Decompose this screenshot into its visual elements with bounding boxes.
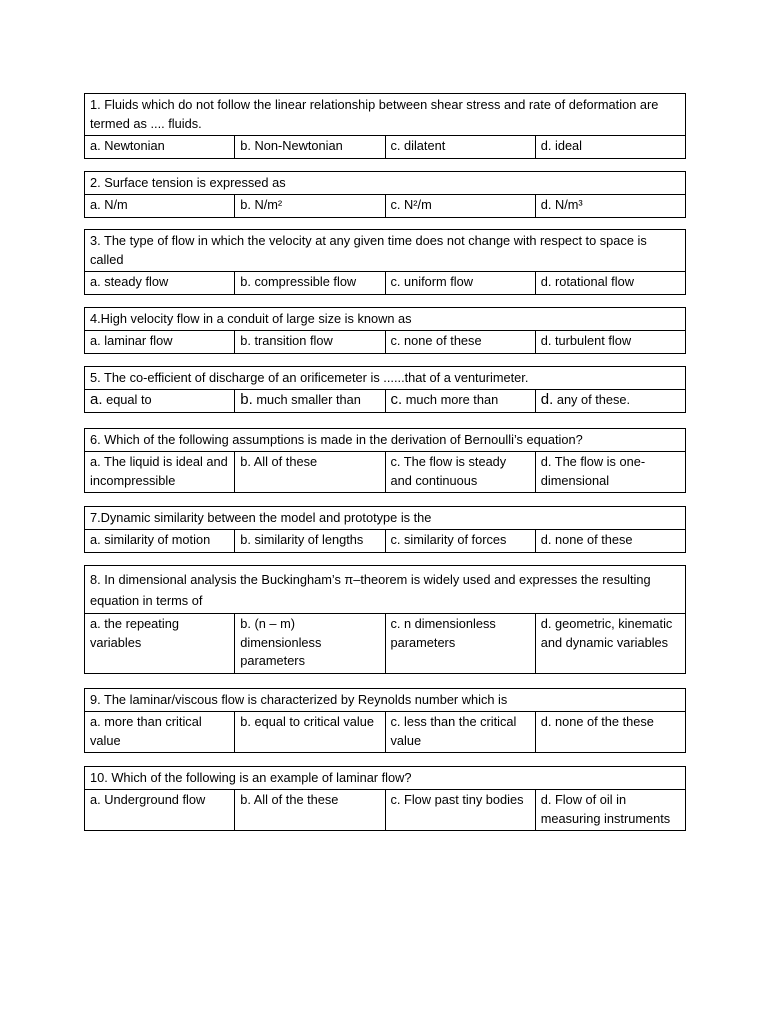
option-a: a. the repeating variables	[85, 614, 235, 674]
question-6	[84, 428, 686, 493]
question-stem: 6. Which of the following assumptions is made in the derivation of Bernoulli’s equation?	[85, 429, 686, 452]
option-letter: b.	[240, 391, 253, 408]
option-c: c. less than the critical value	[385, 712, 535, 753]
option-d: d. turbulent flow	[535, 331, 685, 354]
option-letter: a.	[90, 391, 103, 408]
option-d: d. Flow of oil in measuring instruments	[535, 790, 685, 831]
question-7	[84, 506, 686, 553]
question-stem: 8. In dimensional analysis the Buckingham’s π–theorem is widely used and expresses the resulting equation in terms of	[85, 566, 686, 614]
option-b: b. All of these	[235, 452, 385, 493]
question-stem: 1. Fluids which do not follow the linear relationship between shear stress and rate of deformation are termed as .... fluids.	[85, 94, 686, 136]
option-d: d. N/m³	[535, 195, 685, 218]
option-b: b. Non-Newtonian	[235, 136, 385, 159]
question-1	[84, 93, 686, 159]
question-stem: 9. The laminar/viscous flow is characterized by Reynolds number which is	[85, 689, 686, 712]
option-b: b. equal to critical value	[235, 712, 385, 753]
option-text: equal to	[106, 392, 152, 407]
option-a: a. steady flow	[85, 272, 235, 295]
option-a: a. Newtonian	[85, 136, 235, 159]
option-text: any of these.	[556, 392, 631, 407]
option-a: a. similarity of motion	[85, 530, 235, 553]
option-d	[535, 390, 685, 413]
question-5	[84, 366, 686, 413]
option-c: c. uniform flow	[385, 272, 535, 295]
option-a: a. N/m	[85, 195, 235, 218]
question-9	[84, 688, 686, 753]
option-c	[385, 390, 535, 413]
option-c: c. none of these	[385, 331, 535, 354]
option-d: d. ideal	[535, 136, 685, 159]
option-b: b. All of the these	[235, 790, 385, 831]
question-stem: 10. Which of the following is an example of laminar flow?	[85, 767, 686, 790]
option-letter: d.	[540, 391, 554, 408]
option-c: c. The flow is steady and continuous	[385, 452, 535, 493]
question-4	[84, 307, 686, 354]
option-d: d. The flow is one-dimensional	[535, 452, 685, 493]
option-b: b. (n – m) dimensionless parameters	[235, 614, 385, 674]
option-a: a. more than critical value	[85, 712, 235, 753]
option-c: c. similarity of forces	[385, 530, 535, 553]
option-c: c. Flow past tiny bodies	[385, 790, 535, 831]
question-stem: 4.High velocity flow in a conduit of large size is known as	[85, 308, 686, 331]
option-c: c. N²/m	[385, 195, 535, 218]
option-a	[85, 390, 235, 413]
option-a: a. Underground flow	[85, 790, 235, 831]
question-3	[84, 229, 686, 295]
option-d: d. geometric, kinematic and dynamic variables	[535, 614, 685, 674]
option-c: c. n dimensionless parameters	[385, 614, 535, 674]
question-2	[84, 171, 686, 218]
question-stem: 7.Dynamic similarity between the model and prototype is the	[85, 507, 686, 530]
option-text: much smaller than	[256, 392, 361, 407]
option-letter: c.	[390, 391, 403, 408]
option-d: d. rotational flow	[535, 272, 685, 295]
option-b	[235, 390, 385, 413]
option-b: b. compressible flow	[235, 272, 385, 295]
question-stem: 5. The co-efficient of discharge of an orificemeter is ......that of a venturimeter.	[85, 367, 686, 390]
option-a: a. The liquid is ideal and incompressible	[85, 452, 235, 493]
option-b: b. transition flow	[235, 331, 385, 354]
question-stem: 2. Surface tension is expressed as	[85, 172, 686, 195]
option-a: a. laminar flow	[85, 331, 235, 354]
question-8	[84, 565, 686, 674]
option-d: d. none of these	[535, 530, 685, 553]
option-text: much more than	[405, 392, 499, 407]
option-c: c. dilatent	[385, 136, 535, 159]
option-b: b. similarity of lengths	[235, 530, 385, 553]
question-10	[84, 766, 686, 831]
question-stem: 3. The type of flow in which the velocity at any given time does not change with respect to space is called	[85, 230, 686, 272]
option-b: b. N/m²	[235, 195, 385, 218]
option-d: d. none of the these	[535, 712, 685, 753]
